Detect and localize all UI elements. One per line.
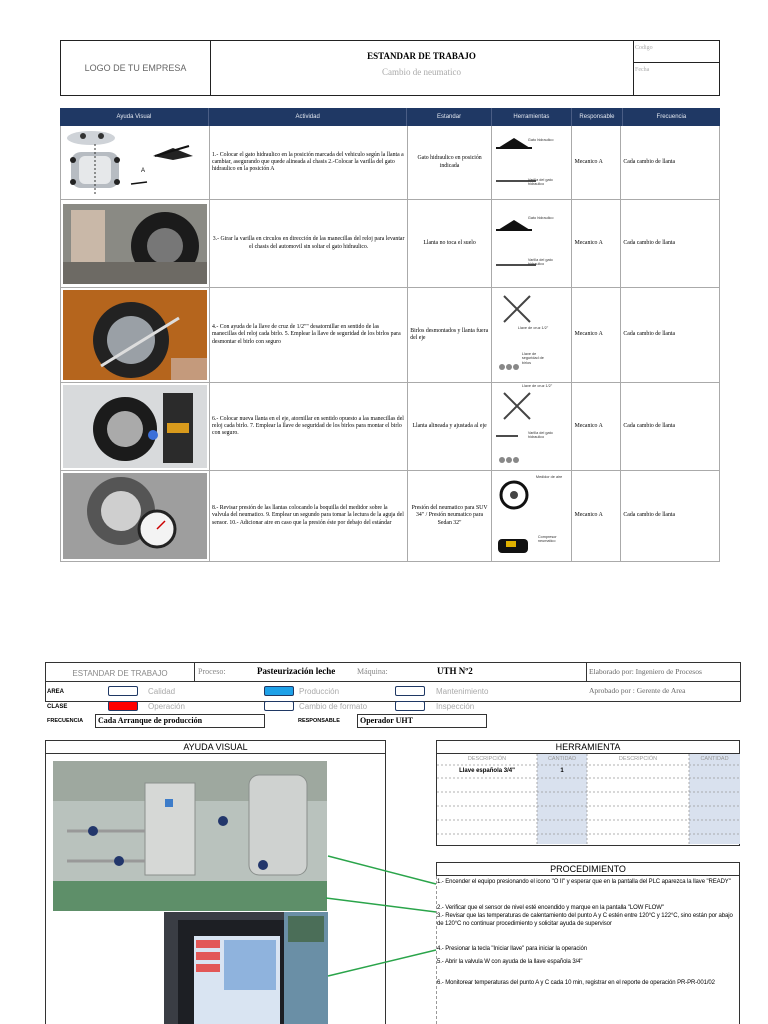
table-row — [60, 288, 720, 383]
plant-equipment-photo — [53, 761, 327, 911]
cross-wrench-icon — [502, 294, 532, 324]
air-compressor-icon — [496, 535, 532, 555]
tool-item: Llave española 3/4" — [459, 768, 515, 774]
actividad-text: 8.- Revisar presión de las llantas colocando la boquilla del medidor sobre la valvula del neumatico. 9. Emplear un segundo para tomar la lectura de la aguja del sensor. 10.- Adicionar aire en caso que la presión éste por debajo del estándar — [210, 471, 408, 561]
step-2: 2.- Verificar que el sensor de nivel esté encendido y marque en la pantalla "LOW FLOW" — [437, 905, 664, 911]
col-herramientas: Herramientas — [492, 108, 572, 126]
actividad-text: 4.- Con ayuda de la llave de cruz de 1/2"" desatornillar en sentido de las manecillas del reloj cada birlo. 5. Emplear la llave de seguridad de los birlos para desmontar el birlo con seguro — [210, 288, 408, 382]
hydraulic-jack-icon — [496, 136, 532, 150]
ayuda-visual-header: AYUDA VISUAL — [45, 740, 386, 754]
fecha-label: Fecha — [635, 67, 650, 73]
lug-nuts-icon — [498, 362, 520, 372]
estandar-text: Llanta alineada y ajustada al eje — [408, 383, 492, 470]
operacion-checkbox-checked[interactable] — [108, 701, 138, 711]
responsable-field: Operador UHT — [357, 714, 487, 728]
calidad-option: Calidad — [148, 687, 176, 696]
col-actividad: Actividad — [209, 108, 408, 126]
process-machine-cell — [195, 662, 587, 682]
proceso-value: Pasteurización leche — [257, 666, 336, 676]
actividad-text: 6.- Colocar nueva llanta en el eje, atornillar en sentido opuesto a las manecillas del reloj cada birlo. 7. Emplear la llave de seguridad de los birlos para montar el birlo con seguro. — [210, 383, 408, 470]
frecuencia-field: Cada Arranque de producción — [95, 714, 265, 728]
mantenimiento-option: Mantenimiento — [436, 687, 489, 696]
table-row — [60, 383, 720, 471]
operacion-option: Operación — [148, 702, 185, 711]
area-label: AREA — [47, 689, 65, 695]
tools-table: DESCRIPCIÓN CANTIDAD DESCRIPCIÓN CANTIDAD Llave española 3/4" 1 — [436, 754, 740, 846]
col-estandar: Estandar — [407, 108, 491, 126]
company-logo-placeholder: LOGO DE TU EMPRESA — [61, 41, 211, 95]
step-1: 1.- Encender el equipo presionando el icono "O II" y esperar que en la pantalla del PLC aparezca la llave "READY" — [437, 879, 731, 885]
tools-cell: Llave de cruz 1/2" Varilla del gato hidraulico — [492, 383, 572, 470]
jack-handle-icon — [496, 433, 518, 439]
frecuencia-label: FRECUENCIA — [47, 718, 84, 724]
sheet2-title: ESTANDAR DE TRABAJO — [72, 669, 168, 678]
tire-gauge-icon — [498, 479, 530, 511]
herramienta-header: HERRAMIENTA — [436, 740, 740, 754]
cross-wrench-icon — [502, 391, 532, 421]
tools-cell: Gato hidraulico Varilla del gato hidraulico — [492, 126, 572, 199]
maquina-label: Máquina: — [357, 667, 388, 676]
responsable-text: Mecanico A — [572, 126, 622, 199]
frecuencia-text: Cada cambio de llanta — [623, 422, 676, 429]
visual-aid-photo-pressure-gauge — [61, 471, 210, 561]
connector-lines — [300, 850, 440, 990]
step-5: 5.- Abrir la valvula W con ayuda de la llave española 3/4" — [437, 959, 583, 965]
estandar-text: Llanta no toca el suelo — [408, 200, 492, 287]
col-frecuencia: Frecuencia — [656, 114, 687, 120]
estandar-text: Presión del neumatico para SUV 34" / Presión neumatico para Sedan 32" — [408, 471, 492, 561]
maquina-value: UTH Nº2 — [437, 666, 473, 676]
hydraulic-jack-icon — [496, 218, 532, 232]
visual-aid-photo-mounting-tire — [61, 383, 210, 470]
responsable-text: Mecanico A — [572, 383, 622, 470]
estandar-text: Gato hidraulico en posición indicada — [408, 126, 492, 199]
elaborado-cell — [587, 662, 741, 682]
responsable-label: RESPONSABLE — [298, 718, 340, 724]
table-row — [60, 126, 720, 200]
table-row — [60, 200, 720, 288]
col-ayuda-visual: Ayuda Visual — [60, 108, 209, 126]
inspeccion-option: Inspección — [436, 702, 475, 711]
cambio-formato-checkbox[interactable] — [264, 701, 294, 711]
cambio-formato-option: Cambio de formato — [299, 702, 368, 711]
sheet1-subtitle: Cambio de neumatico — [382, 67, 461, 77]
table-header — [60, 108, 720, 126]
clase-label: CLASE — [47, 704, 68, 710]
sheet1-header — [60, 40, 720, 96]
step-6: 6.- Monitorear temperaturas del punto A y C cada 10 min, registrar en el reporte de operación PR-PR-001/02 — [437, 980, 715, 986]
tool-qty: 1 — [560, 768, 564, 774]
frecuencia-text: Cada cambio de llanta — [623, 239, 676, 246]
table-row — [60, 471, 720, 562]
mantenimiento-checkbox[interactable] — [395, 686, 425, 696]
visual-aid-photo-lifting — [61, 200, 210, 287]
sheet1-title: ESTANDAR DE TRABAJO — [367, 51, 476, 61]
responsable-text: Mecanico A — [572, 288, 622, 382]
sheet2-title-cell — [45, 662, 195, 682]
step-4: 4.- Presionar la tecla "Iniciar llave" para iniciar la operación — [437, 946, 587, 952]
visual-aid-photo-lug-wrench — [61, 288, 210, 382]
elaborado-text: Elaborado por: Ingeniero de Procesos — [589, 667, 702, 676]
calidad-checkbox[interactable] — [108, 686, 138, 696]
frecuencia-text: Cada cambio de llanta — [623, 158, 676, 165]
actividad-text: 1.- Colocar el gato hidraulico en la posición marcada del vehiculo según la llanta a cambiar, asegurando que quede alineada al chasis 2.-Colocar la varilla del gato hidraulico en la posición A — [210, 126, 408, 199]
step-3: 3.- Revisar que las temperaturas de calentamiento del punto A y C estén entre 120°C y 122°C, sino están por abajo de 120°C no continuar procedimiento y solicitar ayuda de supervisor — [437, 913, 733, 927]
tools-cell: Llave de cruz 1/2" Llave de seguridad de birlos — [492, 288, 572, 382]
svg-text:A: A — [141, 168, 146, 174]
proceso-label: Proceso: — [198, 667, 226, 676]
aprobado-cell — [587, 682, 741, 702]
frecuencia-text: Cada cambio de llanta — [623, 512, 676, 519]
estandar-text: Birlos desmontados y llanta fuera del eje — [408, 288, 492, 382]
col-responsable: Responsable — [572, 108, 623, 126]
actividad-text: 3.- Girar la varilla en circulos en dirección de las manecillas del reloj para levantar el chasis del automovil sin soltar el gato hidraulico. — [210, 200, 408, 287]
tools-cell: Gato hidraulico Varilla del gato hidraulico — [492, 200, 572, 287]
inspeccion-checkbox[interactable] — [395, 701, 425, 711]
responsable-text: Mecanico A — [572, 200, 622, 287]
codigo-label: Codigo — [635, 45, 653, 51]
tools-cell: Medidor de aire Compresor neumatico — [492, 471, 572, 561]
procedimiento-header: PROCEDIMIENTO — [436, 862, 740, 876]
produccion-checkbox-checked[interactable] — [264, 686, 294, 696]
aprobado-text: Aprobado por : Gerente de Area — [589, 686, 686, 695]
produccion-option: Producción — [299, 687, 340, 696]
lug-nuts-icon — [498, 455, 520, 465]
visual-aid-jack-diagram — [61, 126, 210, 199]
frecuencia-text: Cada cambio de llanta — [623, 331, 676, 338]
responsable-text: Mecanico A — [572, 471, 622, 561]
